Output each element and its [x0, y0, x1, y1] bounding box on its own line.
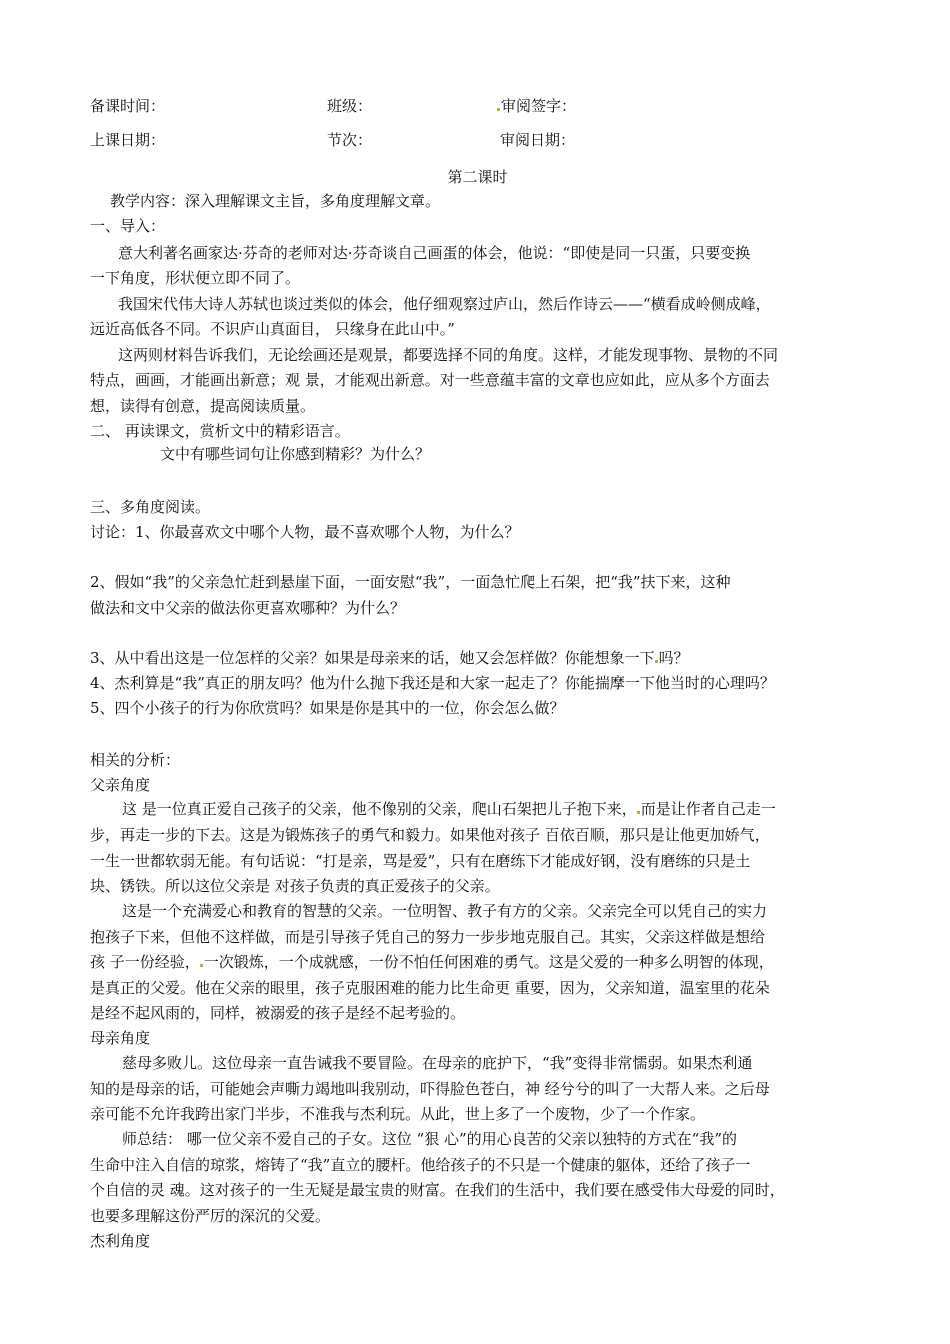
paragraph-1-line-1: 意大利著名画家达·芬奇的老师对达·芬奇谈自己画蛋的体会，他说：“即使是同一只蛋，只要变换 — [118, 244, 751, 262]
mark-dot — [655, 660, 658, 663]
father-para-2-line-5: 是经不起风雨的，同样，被溺爱的孩子是经不起考验的。 — [90, 1004, 466, 1022]
father-para-2-line-3-b: 一次锻炼，一个成就感，一份不怕任何困难的勇气。这是父爱的一种多么明智的体现， — [203, 953, 774, 971]
father-para-1-line-1-b: 而是让作者自己走一 — [640, 800, 776, 818]
father-para-1-line-2: 步，再走一步的下去。这是为锻炼孩子的勇气和毅力。如果他对孩子 百依百顺，那只是让他更加娇气， — [90, 826, 770, 844]
paragraph-3-line-2: 特点，画画，才能画出新意；观 景，才能观出新意。对一些意蕴丰富的文章也应如此，应从多个方面去 — [90, 371, 770, 389]
mark-dot — [497, 108, 500, 111]
section-3-heading: 三、多角度阅读。 — [90, 498, 211, 516]
lesson-title: 第二课时 — [447, 168, 508, 186]
mother-angle-heading: 母亲角度 — [90, 1029, 151, 1047]
paragraph-2-line-1: 我国宋代伟大诗人苏轼也谈过类似的体会，他仔细观察过庐山，然后作诗云——“横看成岭侧成峰， — [118, 295, 771, 313]
review-sign-label: 审阅签字： — [501, 97, 577, 115]
question-2-line-2: 做法和文中父亲的做法你更喜欢哪种？为什么？ — [90, 599, 406, 617]
paragraph-2-line-2: 远近高低各不同。不识庐山真面目， 只缘身在此山中。” — [90, 320, 455, 338]
question-3-part-b: 吗？ — [658, 649, 689, 667]
review-date-label: 审阅日期： — [500, 131, 576, 149]
father-para-1-line-1-a: 这 是一位真正爱自己孩子的父亲，他不像别的父亲，爬山石架把儿子抱下来， — [122, 800, 637, 818]
question-3-part-a: 3、从中看出这是一位怎样的父亲？如果是母亲来的话，她又会怎样做？你能想象一下 — [90, 649, 655, 667]
question-5: 5、四个小孩子的行为你欣赏吗？如果是你是其中的一位，你会怎么做？ — [90, 699, 565, 717]
mark-dot — [200, 964, 203, 967]
father-para-1-line-1 — [122, 799, 897, 819]
paragraph-3-line-1: 这两则材料告诉我们，无论绘画还是观景，都要选择不同的角度。这样，才能发现事物、景物的不同 — [118, 346, 779, 364]
section-1-heading: 一、导入： — [90, 217, 166, 235]
paragraph-1-line-2: 一下角度，形状便立即不同了。 — [90, 269, 301, 287]
father-para-2-line-3-a: 孩 子一份经验， — [90, 953, 200, 971]
teacher-summary-line-1: 师总结： 哪一位父亲不爱自己的子女。这位 “狠 心”的用心良苦的父亲以独特的方式在“我”的 — [122, 1130, 737, 1148]
question-3 — [90, 648, 865, 668]
question-2-line-1: 2、假如“我”的父亲急忙赶到悬崖下面，一面安慰“我”，一面急忙爬上石架，把“我”扶下来，这种 — [90, 573, 731, 591]
section-2-heading: 二、 再读课文，赏析文中的精彩语言。 — [90, 422, 350, 440]
period-label: 节次： — [327, 131, 373, 149]
analysis-heading: 相关的分析： — [90, 751, 181, 769]
class-date-label: 上课日期： — [90, 131, 166, 149]
section-2-question: 文中有哪些词句让你感到精彩？为什么？ — [160, 445, 431, 463]
father-para-2-line-3 — [90, 952, 865, 972]
mark-dot — [637, 811, 640, 814]
father-para-1-line-3: 一生一世都软弱无能。有句话说：“打是亲，骂是爱”，只有在磨练下才能成好钢，没有磨练的只是土 — [90, 852, 751, 870]
father-para-2-line-1: 这是一个充满爱心和教育的智慧的父亲。一位明智、教子有方的父亲。父亲完全可以凭自己的实力 — [122, 902, 768, 920]
father-para-1-line-4: 块、锈铁。所以这位父亲是 对孩子负责的真正爱孩子的父亲。 — [90, 877, 500, 895]
teacher-summary-line-4: 也要多理解这份严厉的深沉的父爱。 — [90, 1207, 331, 1225]
prep-time-label: 备课时间： — [90, 97, 166, 115]
father-angle-heading: 父亲角度 — [90, 776, 151, 794]
teacher-summary-line-3: 个自信的灵 魂。这对孩子的一生无疑是最宝贵的财富。在我们的生活中，我们要在感受伟大母爱的同时， — [90, 1181, 785, 1199]
mother-para-line-1: 慈母多败儿。这位母亲一直告诫我不要冒险。在母亲的庇护下，“我”变得非常懦弱。如果杰利通 — [122, 1054, 753, 1072]
teaching-content: 教学内容：深入理解课文主旨，多角度理解文章。 — [110, 192, 441, 210]
mother-para-line-2: 知的是母亲的话，可能她会声嘶力竭地叫我别动，吓得脸色苍白，神 经兮兮的叫了一大帮人来。之后母 — [90, 1080, 770, 1098]
class-label: 班级： — [327, 97, 373, 115]
review-sign-wrap — [497, 96, 576, 116]
question-4: 4、杰利算是“我”真正的朋友吗？他为什么抛下我还是和大家一起走了？你能揣摩一下他当时的心理吗？ — [90, 674, 775, 692]
question-1: 讨论：1、你最喜欢文中哪个人物，最不喜欢哪个人物，为什么？ — [90, 523, 520, 541]
father-para-2-line-2: 抱孩子下来，但他不这样做，而是引导孩子凭自己的努力一步步地克服自己。其实，父亲这样做是想给 — [90, 928, 766, 946]
teacher-summary-line-2: 生命中注入自信的琼浆，熔铸了“我”直立的腰杆。他给孩子的不只是一个健康的躯体，还给了孩子一 — [90, 1156, 751, 1174]
father-para-2-line-4: 是真正的父爱。他在父亲的眼里，孩子克服困难的能力比生命更 重要，因为，父亲知道，温室里的花朵 — [90, 979, 770, 997]
mother-para-line-3: 亲可能不允许我跨出家门半步，不准我与杰利玩。从此，世上多了一个废物，少了一个作家。 — [90, 1105, 706, 1123]
paragraph-3-line-3: 想，读得有创意，提高阅读质量。 — [90, 397, 316, 415]
jerry-angle-heading: 杰利角度 — [90, 1232, 151, 1250]
